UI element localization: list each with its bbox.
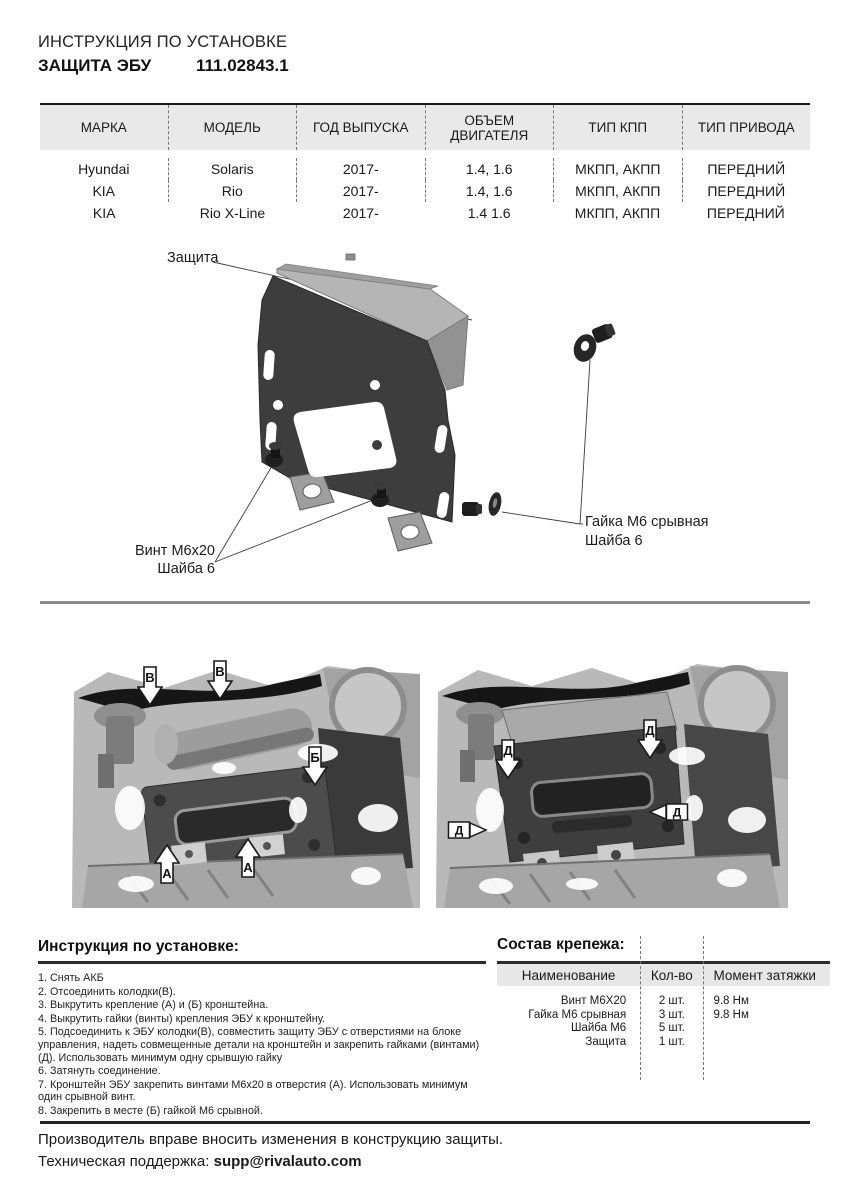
cell-year: 2017- xyxy=(297,158,426,180)
marker-arrow-right xyxy=(447,819,489,841)
marker-arrow-down xyxy=(302,746,328,786)
footer-support xyxy=(38,1153,362,1170)
part-number: 111.02843.1 xyxy=(196,56,289,75)
document-title: ИНСТРУКЦИЯ ПО УСТАНОВКЕ xyxy=(38,33,288,51)
instructions-title: Инструкция по установке: xyxy=(38,938,239,955)
cell-name: Гайка М6 срывная xyxy=(528,1008,627,1021)
nut-and-washer xyxy=(462,491,503,517)
instruction-step: 1. Снять АКБ xyxy=(38,972,104,984)
instruction-step: 3. Выкрутить крепление (А) и (Б) кронштейна. xyxy=(38,999,269,1012)
fitment-table xyxy=(40,103,810,224)
cell-drive: ПЕРЕДНИЙ xyxy=(707,183,786,199)
svg-text:А: А xyxy=(162,866,172,881)
svg-text:Д: Д xyxy=(454,823,464,838)
label-nut-washer xyxy=(585,513,709,551)
cell-brand: Hyundai xyxy=(40,158,169,180)
footer-support-prefix: Техническая поддержка: xyxy=(38,1153,214,1170)
cell-torque: 9.8 Нм xyxy=(713,995,749,1007)
instruction-step: 4. Выкрутить гайки (винты) крепления ЭБУ к кронштейну. xyxy=(38,1012,326,1025)
svg-text:Д: Д xyxy=(503,743,513,758)
breakaway-nut xyxy=(570,323,616,365)
support-email[interactable]: supp@rivalauto.com xyxy=(213,1153,362,1170)
section-divider xyxy=(40,601,810,604)
hardware-table xyxy=(497,936,830,1049)
cell-name: Шайба М6 xyxy=(570,1022,627,1034)
exploded-view-diagram xyxy=(0,240,849,602)
marker-arrow-down xyxy=(207,660,233,700)
column-header-brand: МАРКА xyxy=(40,105,169,150)
cell-engine: 1.4 1.6 xyxy=(467,205,511,221)
table-row xyxy=(40,158,810,180)
marker-arrow-left xyxy=(647,801,689,823)
document-header xyxy=(38,33,289,76)
column-header-model: МОДЕЛЬ xyxy=(169,105,298,150)
cell-drive: ПЕРЕДНИЙ xyxy=(707,161,786,177)
column-header-torque: Момент затяжки xyxy=(713,967,816,983)
engine-bay-photo-installed xyxy=(432,658,788,908)
cell-brand: KIA xyxy=(92,205,116,221)
label-bolt-washer xyxy=(98,542,215,578)
product-name: ЗАЩИТА ЭБУ xyxy=(38,56,152,75)
instruction-step: 2. Отсоединить колодки(В). xyxy=(38,985,176,998)
marker-arrow-down xyxy=(137,666,163,706)
table-row xyxy=(40,180,810,202)
svg-text:В: В xyxy=(145,670,155,685)
instruction-step: 7. Кронштейн ЭБУ закрепить винтами М6х20 в отверстия (А). Использовать минимум один срывной винт. xyxy=(38,1078,468,1104)
photo-bracket-location xyxy=(68,658,420,908)
marker-arrow-down xyxy=(637,719,663,759)
cell-torque xyxy=(703,1036,830,1050)
column-header-qty: Кол-во xyxy=(650,967,693,983)
installed-shield xyxy=(494,692,684,862)
cell-model: Rio xyxy=(169,180,298,202)
table-row xyxy=(40,202,810,224)
column-header-gearbox: ТИП КПП xyxy=(554,105,683,150)
cell-model: Rio X-Line xyxy=(199,205,266,221)
fitment-table-header xyxy=(40,105,810,150)
svg-text:В: В xyxy=(215,664,225,679)
cell-brand: KIA xyxy=(40,180,169,202)
column-header-name: Наименование xyxy=(521,967,616,983)
cell-year: 2017- xyxy=(342,205,379,221)
footer-rule xyxy=(40,1121,810,1124)
cell-qty: 2 шт. xyxy=(658,995,685,1007)
hardware-row xyxy=(497,1009,830,1023)
svg-text:Д: Д xyxy=(645,723,655,738)
cell-torque xyxy=(703,1022,830,1036)
cell-torque: 9.8 Нм xyxy=(713,1008,749,1021)
label-bolt: Винт М6х20 xyxy=(135,543,215,559)
instructions-rule xyxy=(38,961,486,964)
cell-name: Защита xyxy=(585,1035,627,1048)
marker-arrow-up xyxy=(235,838,261,878)
label-shield: Защита xyxy=(167,250,219,266)
label-nut: Гайка М6 срывная xyxy=(585,514,709,530)
hardware-title: Состав крепежа: xyxy=(497,936,625,953)
dashed-separator xyxy=(703,936,704,1080)
installation-instructions xyxy=(38,938,486,1119)
label-nut-washer-line: Шайба 6 xyxy=(585,533,643,549)
column-header-year: ГОД ВЫПУСКА xyxy=(297,105,426,150)
instruction-step: 5. Подсоединить к ЭБУ колодки(В), совместить защиту ЭБУ с отверстиями на блоке управления, надеть совмещенные детали на кронштейн и закрепить гайками (винтами)(Д). Использовать минимум одну срывшую гайку xyxy=(38,1026,480,1064)
svg-text:А: А xyxy=(243,860,253,875)
cell-qty: 5 шт. xyxy=(658,1022,685,1034)
cell-gearbox: МКПП, АКПП xyxy=(554,180,683,202)
svg-text:Д: Д xyxy=(672,805,682,820)
photo-shield-installed xyxy=(432,658,788,908)
cell-qty: 1 шт. xyxy=(658,1035,685,1048)
cell-engine: 1.4, 1.6 xyxy=(426,158,555,180)
hardware-row xyxy=(497,995,830,1009)
cell-engine: 1.4, 1.6 xyxy=(426,180,555,202)
svg-text:Б: Б xyxy=(310,750,320,765)
cell-year: 2017- xyxy=(297,180,426,202)
instruction-step: 8. Закрепить в месте (Б) гайкой М6 срывной. xyxy=(38,1104,263,1117)
dashed-separator xyxy=(640,936,641,1080)
marker-arrow-down xyxy=(495,739,521,779)
cell-qty: 3 шт. xyxy=(658,1008,685,1021)
cell-name: Винт М6X20 xyxy=(560,995,627,1007)
hardware-row xyxy=(497,1022,830,1036)
cell-drive: ПЕРЕДНИЙ xyxy=(706,205,785,221)
cell-model: Solaris xyxy=(169,158,298,180)
marker-arrow-up xyxy=(154,844,180,884)
column-header-drive: ТИП ПРИВОДА xyxy=(697,120,795,135)
hardware-header xyxy=(497,964,830,986)
cell-gearbox: МКПП, АКПП xyxy=(554,158,683,180)
column-header-engine: ОБЪЕМ ДВИГАТЕЛЯ xyxy=(426,105,555,150)
cell-gearbox: МКПП, АКПП xyxy=(574,205,661,221)
footer-disclaimer: Производитель вправе вносить изменения в конструкцию защиты. xyxy=(38,1131,504,1148)
hardware-row xyxy=(497,1036,830,1050)
label-bolt-washer-line: Шайба 6 xyxy=(157,561,215,577)
instruction-step: 6. Затянуть соединение. xyxy=(38,1065,161,1078)
